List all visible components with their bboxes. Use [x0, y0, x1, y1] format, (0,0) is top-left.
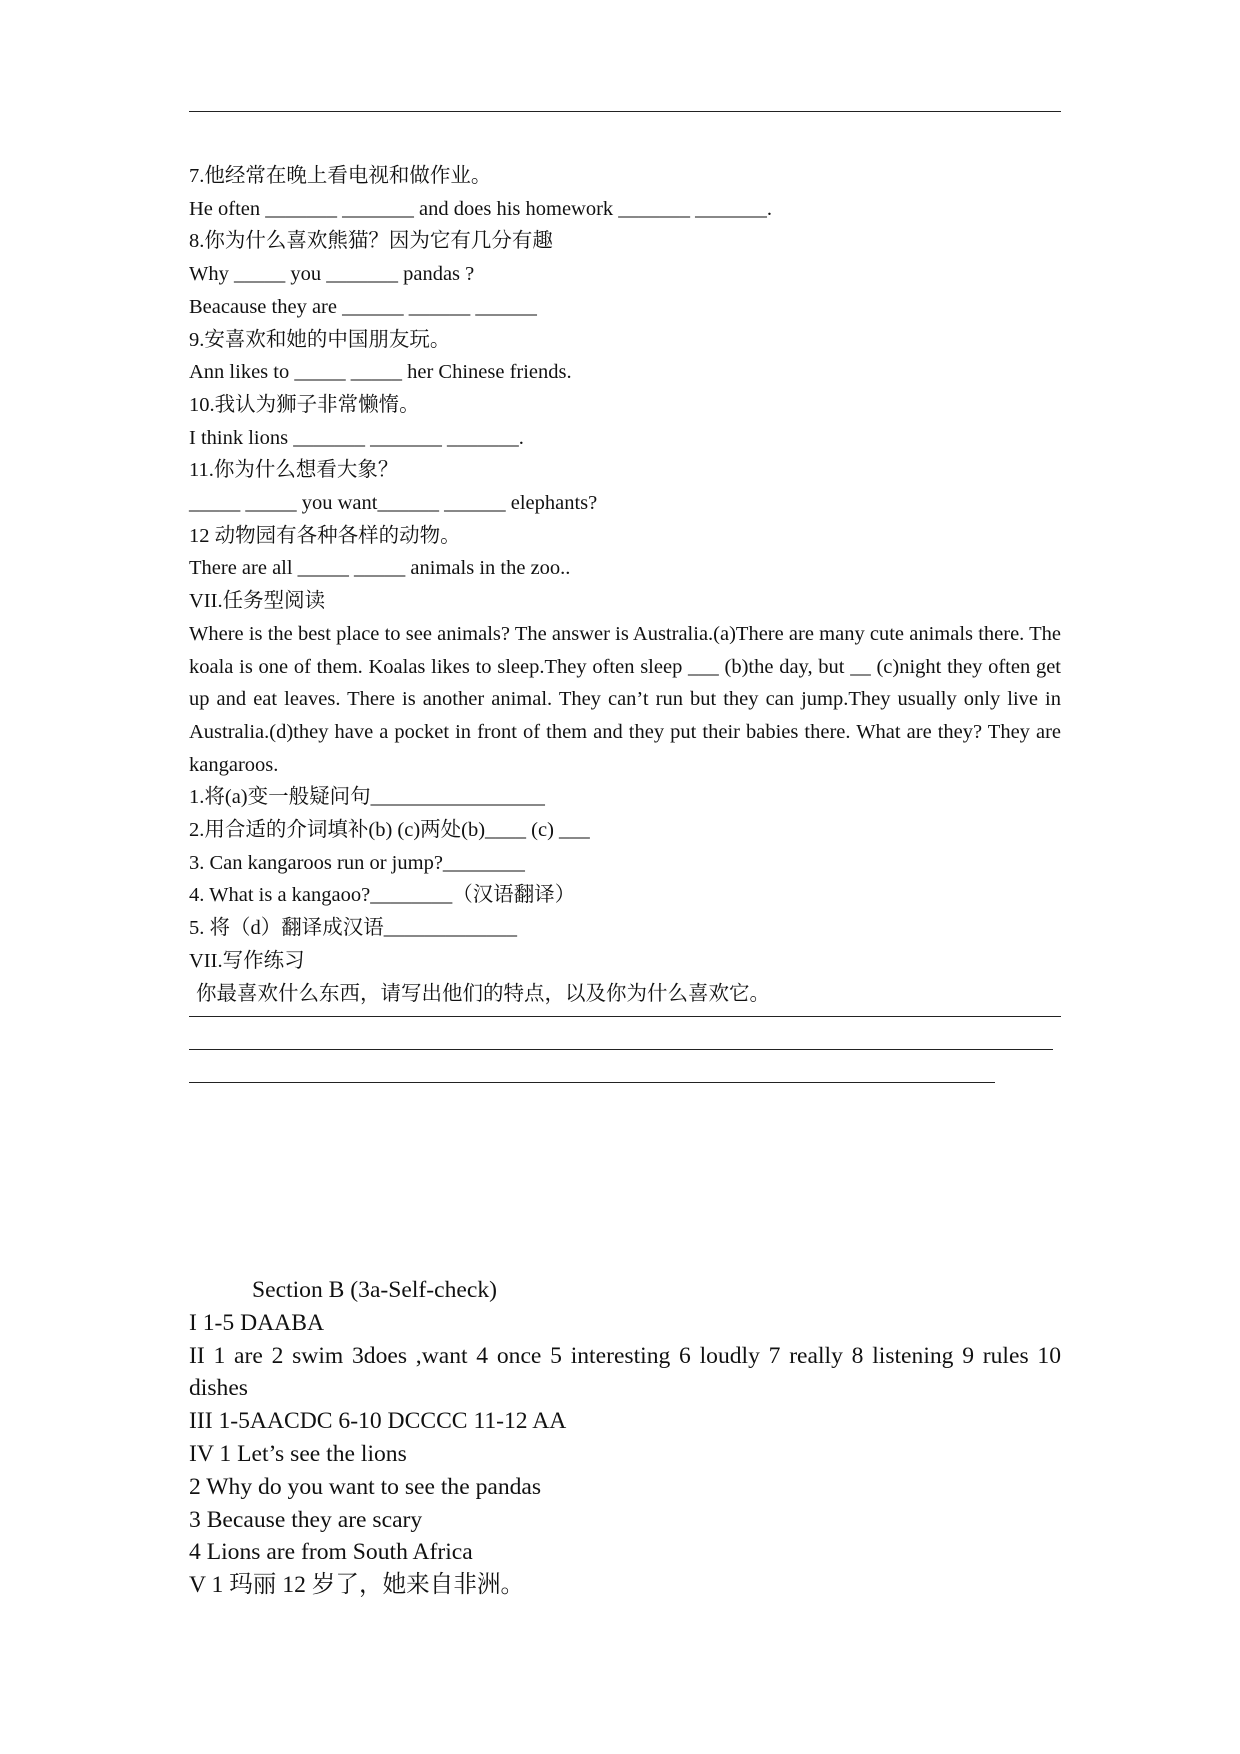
reading-passage: Where is the best place to see animals? The answer is Australia.(a)There are many cute animals there. The koala is one of them. Koalas likes to sleep.They often sleep ___ (b)the day, but __ (c)night they often get up and eat leaves. There is another animal. They can’t run but they can jump.They usually only live in Australia.(d)they have a pocket in front of them and they put their babies there. What are they? They are kangaroos. — [189, 622, 1061, 776]
text-line: 11.你为什么想看大象？ — [189, 459, 399, 482]
answer-line — [189, 1016, 1061, 1017]
answer-line-text: II 1 are 2 swim 3does ,want 4 once 5 interesting 6 loudly 7 really 8 listening 9 rules 10 dishes — [189, 1342, 1061, 1402]
answer-line — [189, 1082, 995, 1083]
answer-line-text: I 1-5 DAABA — [189, 1309, 324, 1336]
answer-line — [189, 1049, 1053, 1050]
writing-lines — [189, 1016, 1061, 1083]
answer-line-text: III 1-5AACDC 6-10 DCCCC 11-12 AA — [189, 1408, 567, 1435]
text-line: 10.我认为狮子非常懒惰。 — [189, 393, 420, 416]
question: 1.将(a)变一般疑问句_________________ — [189, 786, 545, 809]
answer-line-text: V 1 玛丽 12 岁了，她来自非洲。 — [189, 1572, 525, 1599]
text-line: I think lions _______ _______ _______. — [189, 426, 524, 449]
answer-key — [189, 1274, 1061, 1602]
question: 4. What is a kangaoo?________（汉语翻译） — [189, 884, 576, 907]
answer-line-text: IV 1 Let’s see the lions — [189, 1440, 407, 1467]
exercise-content — [189, 160, 1061, 1115]
question: 3. Can kangaroos run or jump?________ — [189, 851, 525, 874]
text-line: Beacause they are ______ ______ ______ — [189, 295, 537, 318]
text-line: _____ _____ you want______ ______ elephants? — [189, 492, 598, 515]
text-line: Why _____ you _______ pandas ? — [189, 263, 475, 286]
header-rule — [189, 111, 1061, 112]
section-heading: VII.任务型阅读 — [189, 590, 326, 613]
text-line: There are all _____ _____ animals in the zoo.. — [189, 557, 571, 580]
section-heading: VII.写作练习 — [189, 949, 305, 972]
question: 5. 将（d）翻译成汉语_____________ — [189, 917, 517, 940]
answer-line-text: 4 Lions are from South Africa — [189, 1539, 473, 1566]
answer-line-text: 3 Because they are scary — [189, 1506, 423, 1533]
writing-prompt: 你最喜欢什么东西，请写出他们的特点，以及你为什么喜欢它。 — [196, 982, 770, 1005]
answer-line-text: 2 Why do you want to see the pandas — [189, 1473, 542, 1500]
text-line: He often _______ _______ and does his homework _______ _______. — [189, 197, 773, 220]
text-line: 8.你为什么喜欢熊猫？因为它有几分有趣 — [189, 230, 553, 253]
question: 2.用合适的介词填补(b) (c)两处(b)____ (c) ___ — [189, 819, 590, 842]
text-line: Ann likes to _____ _____ her Chinese friends. — [189, 361, 572, 384]
text-line: 7.他经常在晚上看电视和做作业。 — [189, 165, 492, 187]
text-line: 9.安喜欢和她的中国朋友玩。 — [189, 328, 451, 351]
answer-section-title: Section B (3a-Self-check) — [252, 1277, 498, 1303]
text-line: 12 动物园有各种各样的动物。 — [189, 524, 461, 547]
